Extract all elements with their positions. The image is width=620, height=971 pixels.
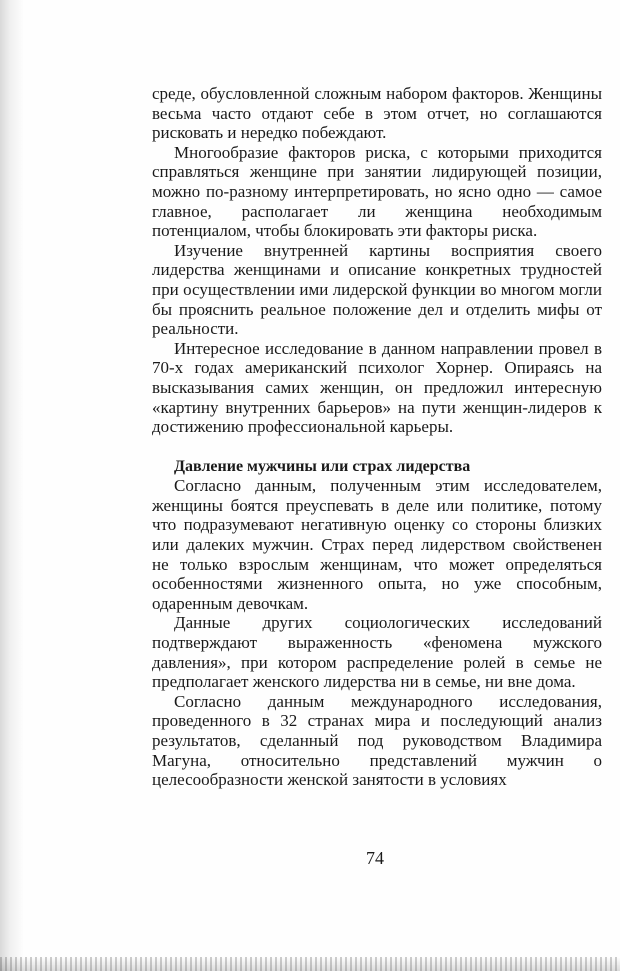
scan-bottom-edge [0, 957, 620, 971]
paragraph: Интересное исследование в данном направлении провел в 70-х годах американский психолог Хорнер. Опираясь на высказывания самих женщин, он предложил интересную «картину внутренних барьеров» на пути женщин-лидеров к достижению профессиональной карьеры. [152, 338, 602, 437]
paragraph: Многообразие факторов риска, с которыми приходится справляться женщине при занятии лидирующей позиции, можно по-разному интерпретировать, но ясно одно — самое главное, располагает ли женщина необходимым потенциалом, чтобы блокировать эти факторы риска. [152, 142, 602, 241]
text-column [152, 84, 602, 790]
paragraph: Согласно данным международного исследования, проведенного в 32 странах мира и последующий анализ результатов, сделанный под руководством Владимира Магуна, относительно представлений мужчин о целесообразности женской занятости в условиях [152, 691, 602, 790]
paragraph-continued: среде, обусловленной сложным набором факторов. Женщины весьма часто отдают себе в этом отчет, но соглашаются рисковать и нередко побеждают. [152, 84, 602, 143]
page-edge-shadow [0, 0, 24, 971]
section-heading: Давление мужчины или страх лидерства [174, 457, 471, 475]
page-number: 74 [366, 848, 384, 868]
paragraph: Согласно данным, полученным этим исследователем, женщины боятся преуспевать в деле или политике, потому что подразумевают негативную оценку со стороны близких или далеких мужчин. Страх перед лидерством свойственен не только взрослым женщинам, что может определяться особенностями жизненного опыта, но уже способным, одаренным девочкам. [152, 476, 602, 613]
paragraph: Изучение внутренней картины восприятия своего лидерства женщинами и описание конкретных трудностей при осуществлении ими лидерской функции во многом могли бы прояснить реальное положение дел и отделить мифы от реальности. [152, 240, 602, 339]
paragraph: Данные других социологических исследований подтверждают выраженность «феномена мужского давления», при котором распределение ролей в семье не предполагает женского лидерства ни в семье, ни вне дома. [152, 613, 602, 692]
